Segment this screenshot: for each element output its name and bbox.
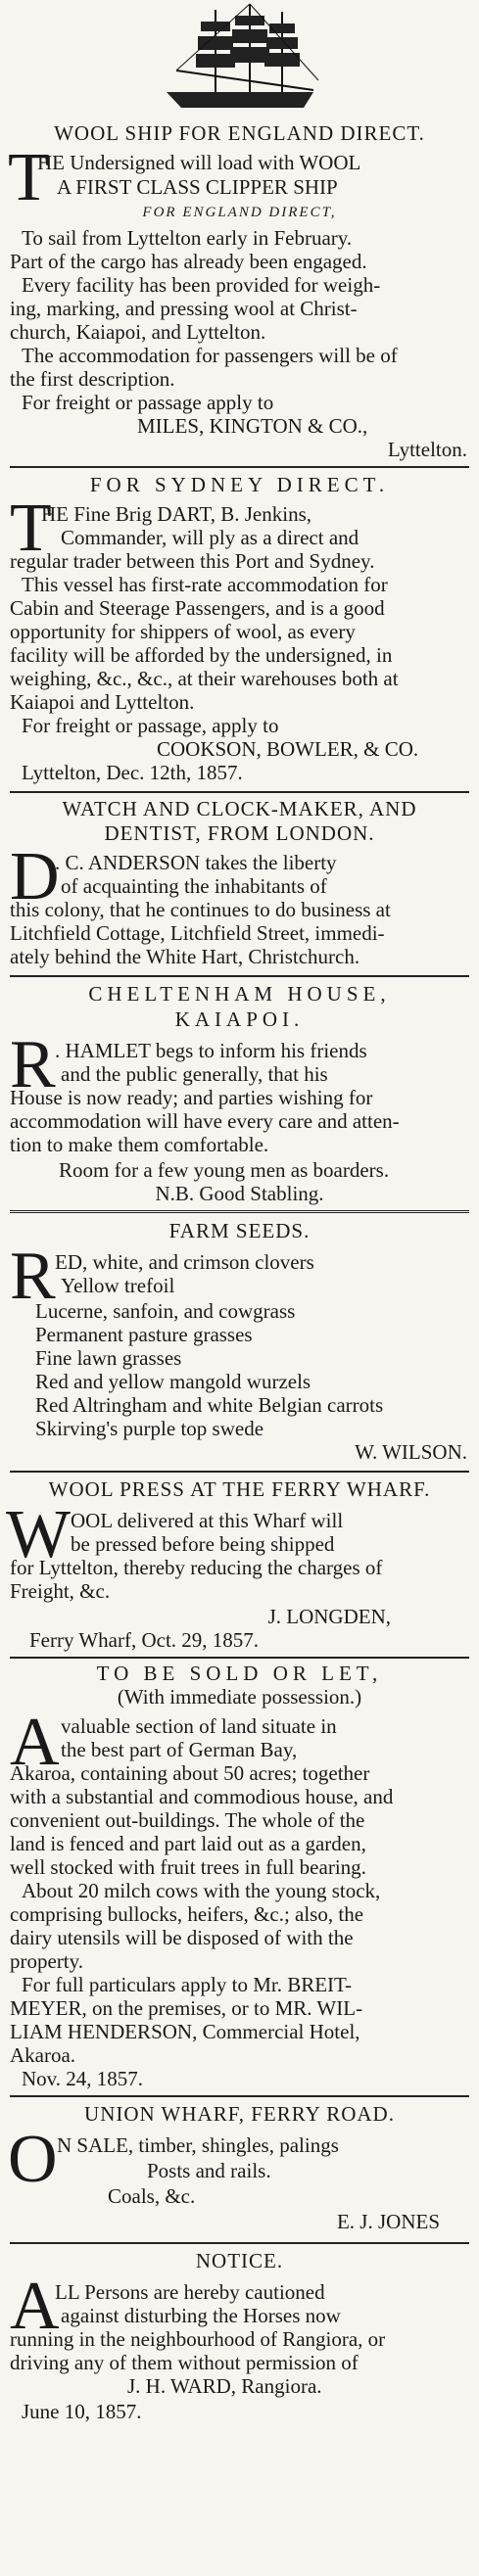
ad-signature: W. WILSON. (355, 1440, 467, 1464)
ad-text-line: regular trader between this Port and Sydney. (10, 549, 375, 573)
ad-text-line: Freight, &c. (10, 1579, 111, 1603)
ad-text-line: About 20 milch cows with the young stock, (22, 1879, 381, 1902)
ad-text-line: opportunity for shippers of wool, as every (10, 620, 356, 643)
ad-text-line: and the public generally, that his (61, 1062, 328, 1086)
ad-text-line: OOL delivered at this Wharf will (71, 1509, 344, 1532)
ad-text-line: Lucerne, sanfoin, and cowgrass (35, 1299, 296, 1323)
ad-text-line: June 10, 1857. (22, 2400, 142, 2423)
ad-text-line: Room for a few young men as boarders. (59, 1158, 390, 1182)
ad-text-line: valuable section of land situate in (61, 1714, 337, 1738)
ad-text-line: land is fenced and part laid out as a garden, (10, 1832, 366, 1855)
ad-text-line: . HAMLET begs to inform his friends (55, 1039, 367, 1062)
ad-header-sydney: FOR SYDNEY DIRECT. (89, 473, 390, 496)
ad-text-line: HE Fine Brig DART, B. Jenkins, (41, 502, 312, 526)
divider (10, 2242, 469, 2244)
ad-text-line: Yellow trefoil (61, 1274, 175, 1297)
ad-text-line: accommodation will have every care and atten- (10, 1109, 400, 1133)
ad-text-line: A FIRST CLASS CLIPPER SHIP (57, 175, 338, 199)
ad-text-line: facility will be afforded by the undersigned, in (10, 643, 393, 667)
ad-text-line: ately behind the White Hart, Christchurch. (10, 945, 360, 968)
ad-text-line: dairy utensils will be disposed of with the (10, 1926, 354, 1949)
divider (10, 1210, 469, 1215)
divider (10, 975, 469, 977)
ad-text-line: this colony, that he continues to do business at (10, 898, 391, 921)
ad-text-line: ED, white, and crimson clovers (55, 1250, 314, 1274)
divider (10, 2095, 469, 2097)
ad-text-line: Lyttelton. (387, 438, 467, 461)
ad-text-line: HE Undersigned will load with WOOL (37, 151, 361, 174)
ad-text-line: tion to make them comfortable. (10, 1133, 269, 1156)
ad-text-line: Fine lawn grasses (35, 1346, 182, 1370)
drop-cap: R (10, 1239, 56, 1314)
ad-header-wool-ship: WOOL SHIP FOR ENGLAND DIRECT. (54, 121, 425, 145)
ad-text-line: For freight or passage, apply to (22, 714, 279, 737)
ad-text-line: Permanent pasture grasses (35, 1323, 253, 1346)
ad-text-line: For freight or passage apply to (22, 391, 274, 414)
ad-header-wool-press: WOOL PRESS AT THE FERRY WHARF. (48, 1477, 431, 1501)
ad-text-line: Cabin and Steerage Passengers, and is a good (10, 596, 385, 620)
drop-cap: T (8, 140, 50, 215)
ad-text-line: convenient out-buildings. The whole of the (10, 1808, 365, 1832)
ad-text-line: Red Altringham and white Belgian carrots (35, 1393, 384, 1417)
ad-header-union-wharf: UNION WHARF, FERRY ROAD. (84, 2102, 395, 2126)
ad-text-line: Every facility has been provided for weigh- (22, 273, 381, 297)
ad-text-line: weighing, &c., &c., at their warehouses both at (10, 667, 399, 690)
drop-cap: A (10, 1705, 60, 1780)
ad-text-line: MEYER, on the premises, or to MR. WIL- (10, 1996, 363, 2020)
ad-text-line: House is now ready; and parties wishing for (10, 1086, 373, 1109)
ad-text-line: Posts and rails. (147, 2159, 271, 2182)
divider (10, 466, 469, 468)
ad-text-line: This vessel has first-rate accommodation for (22, 573, 388, 596)
ad-text-line: Nov. 24, 1857. (22, 2067, 144, 2090)
ad-text-line: be pressed before being shipped (71, 1532, 335, 1556)
drop-cap: O (8, 2122, 58, 2197)
ad-text-line: property. (10, 1949, 84, 1973)
ad-text-line: N SALE, timber, shingles, palings (57, 2133, 339, 2157)
ad-text-line: Skirving's purple top swede (35, 1417, 264, 1440)
ad-text-line: LIAM HENDERSON, Commercial Hotel, (10, 2020, 360, 2043)
ad-text-line: for Lyttelton, thereby reducing the charges of (10, 1556, 383, 1579)
ad-header-kaiapoi: KAIAPOI. (174, 1007, 305, 1031)
ad-header-cheltenham: CHELTENHAM HOUSE, (88, 982, 391, 1006)
ad-text-line: well stocked with fruit trees in full bearing. (10, 1855, 366, 1879)
ad-text-line: church, Kaiapoi, and Lyttelton. (10, 320, 266, 344)
ad-subheader: (With immediate possession.) (117, 1685, 362, 1709)
ad-text-line: ing, marking, and pressing wool at Christ- (10, 297, 358, 320)
ad-text-line: driving any of them without permission of (10, 2351, 359, 2374)
ad-text-line: N.B. Good Stabling. (155, 1182, 324, 1205)
ad-text-line: Kaiapoi and Lyttelton. (10, 690, 195, 714)
ad-text-line: To sail from Lyttelton early in February. (22, 226, 353, 250)
ad-text-line: Part of the cargo has already been engaged. (10, 250, 367, 273)
ad-text-line: Ferry Wharf, Oct. 29, 1857. (29, 1628, 260, 1652)
ad-header-notice: NOTICE. (195, 2249, 284, 2272)
drop-cap: R (10, 1027, 56, 1102)
sailing-ship-icon (157, 2, 323, 115)
ad-text-line: Commander, will ply as a direct and (61, 526, 359, 549)
ad-text-line: the best part of German Bay, (61, 1738, 298, 1761)
ad-text-line: FOR ENGLAND DIRECT, (142, 205, 337, 220)
drop-cap: A (10, 2269, 60, 2344)
ad-header-farm-seeds: FARM SEEDS. (168, 1219, 311, 1242)
ad-signature: J. LONGDEN, (267, 1605, 391, 1628)
ad-signature: E. J. JONES (336, 2210, 440, 2233)
drop-cap: T (10, 491, 52, 566)
ad-text-line: comprising bullocks, heifers, &c.; also, the (10, 1902, 364, 1926)
ad-text-line: Litchfield Cottage, Litchfield Street, immedi- (10, 921, 385, 945)
ad-header-watchmaker-sub: DENTIST, FROM LONDON. (104, 821, 375, 845)
ad-header-to-be-sold: TO BE SOLD OR LET, (96, 1662, 383, 1685)
ad-text-line: . C. ANDERSON takes the liberty (55, 851, 337, 874)
ad-text-line: with a substantial and commodious house, and (10, 1785, 394, 1808)
ad-text-line: Lyttelton, Dec. 12th, 1857. (22, 761, 243, 784)
ad-header-watchmaker: WATCH AND CLOCK-MAKER, AND (62, 797, 417, 820)
ad-text-line: Red and yellow mangold wurzels (35, 1370, 311, 1393)
ad-text-line: against disturbing the Horses now (61, 2304, 341, 2327)
ad-text-line: LL Persons are hereby cautioned (55, 2280, 325, 2304)
ad-signature: COOKSON, BOWLER, & CO. (157, 737, 419, 761)
ad-text-line: The accommodation for passengers will be of (22, 344, 398, 367)
drop-cap: W (6, 1497, 72, 1572)
drop-cap: D (10, 839, 60, 914)
ad-text-line: the first description. (10, 367, 175, 391)
ad-text-line: Akaroa, containing about 50 acres; together (10, 1761, 370, 1785)
ad-text-line: of acquainting the inhabitants of (61, 874, 327, 898)
ad-text-line: running in the neighbourhood of Rangiora, or (10, 2327, 386, 2351)
ad-signature: J. H. WARD, Rangiora. (127, 2374, 322, 2398)
ad-text-line: Coals, &c. (108, 2184, 196, 2208)
ad-text-line: Akaroa. (10, 2043, 76, 2067)
ad-text-line: For full particulars apply to Mr. BREIT- (22, 1973, 352, 1996)
ad-signature: MILES, KINGTON & CO., (137, 414, 368, 438)
divider (10, 1471, 469, 1473)
divider (10, 1657, 469, 1659)
divider (10, 791, 469, 793)
